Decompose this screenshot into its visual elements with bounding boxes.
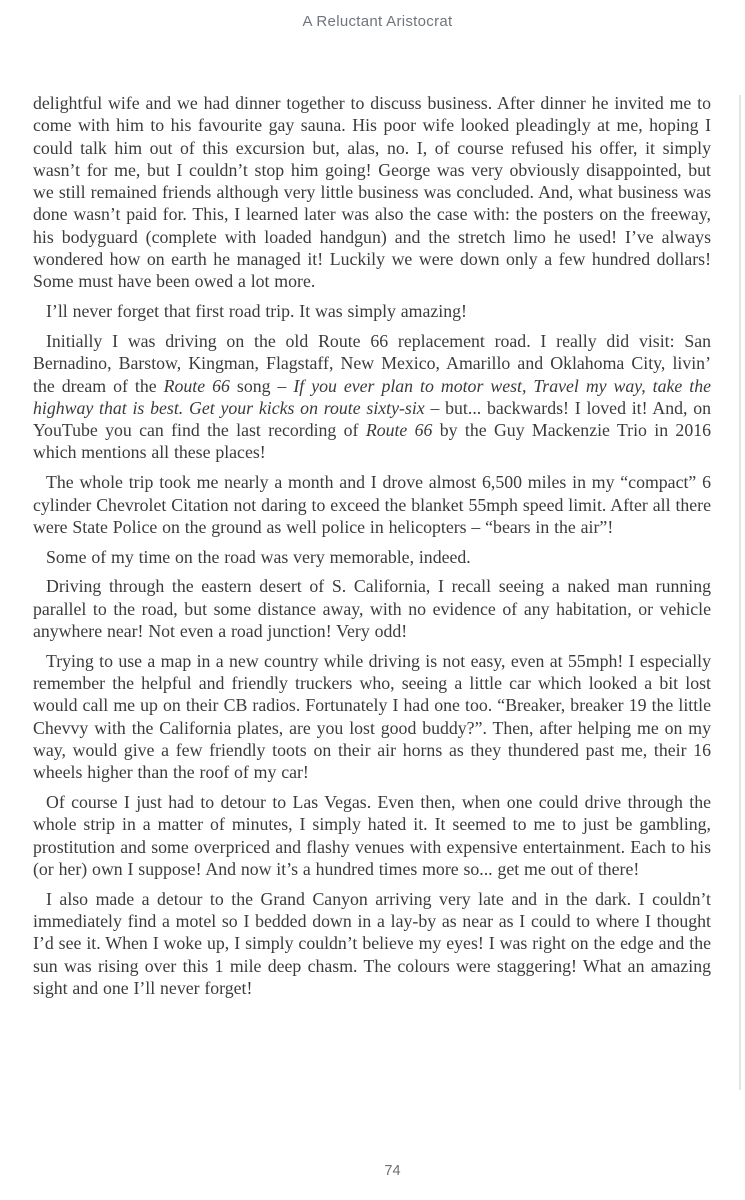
paragraph <box>33 791 711 880</box>
text-run: – but... backwards! I loved it! And, on YouTube you can find the last recording of <box>33 397 711 441</box>
text-run: I also made a detour to the Grand Canyon arriving very late and in the dark. I couldn’t immediately find a motel so I bedded down in a lay-by as near as I could to where I thought I’d see it. When I woke up, I simply couldn’t believe my eyes! I was right on the edge and the sun was rising over this 1 mile deep chasm. The colours were staggering! What an amazing sight and one I’ll never forget! <box>33 888 711 998</box>
text-run: delightful wife and we had dinner together to discuss business. After dinner he invited me to come with him to his favourite gay sauna. His poor wife looked pleadingly at me, hoping I could talk him out of this excursion but, alas, no. I, of course refused his offer, it simply wasn’t for me, but I couldn’t stop him going! George was very obviously disappointed, but we still remained friends although very little business was concluded. And, what business was done wasn’t paid for. This, I learned later was also the case with: the posters on the freeway, his bodyguard (complete with loaded handgun) and the stretch limo he used! I’ve always wondered how on earth he managed it! Luckily we were down only a few hundred dollars! Some must have been owed a lot more. <box>33 93 711 292</box>
italic-text-run: If you ever plan to motor west, Travel my way, take the highway that is best. Get your kicks on route sixty-six <box>33 375 711 418</box>
paragraph <box>33 546 711 568</box>
text-run: song – <box>229 375 294 396</box>
paragraph <box>33 471 711 538</box>
text-run: Driving through the eastern desert of S. California, I recall seeing a naked man running parallel to the road, but some distance away, with no evidence of any habitation, or vehicle anywhere near! Not even a road junction! Very odd! <box>33 576 711 642</box>
text-run: I’ll never forget that first road trip. It was simply amazing! <box>46 301 467 322</box>
text-run: The whole trip took me nearly a month and I drove almost 6,500 miles in my “compact” 6 cylinder Chevrolet Citation not daring to exceed the blanket 55mph speed limit. After all there were State Police on the ground as well police in helicopters – “bears in the air”! <box>33 472 711 537</box>
paragraph <box>33 575 711 642</box>
chapter-title: A Reluctant Aristocrat <box>302 13 453 30</box>
italic-text-run: Route 66 <box>365 420 433 441</box>
paragraph <box>33 92 711 293</box>
text-run: Of course I just had to detour to Las Vegas. Even then, when one could drive through the whole strip in a matter of minutes, I simply hated it. It seemed to me to just be gambling, prostitution and some overpriced and flashy venues with expensive entertainment. Each to his (or her) own I suppose! And now it’s a hundred times more so... get me out of there! <box>33 792 711 879</box>
running-header <box>0 13 745 30</box>
paragraph <box>33 650 711 784</box>
paragraph <box>33 330 711 464</box>
paragraph <box>33 300 711 322</box>
text-run: Trying to use a map in a new country while driving is not easy, even at 55mph! I especially remember the helpful and friendly truckers who, seeing a little car which looked a bit lost would call me up on their CB radios. Fortunately I had one too. “Breaker, breaker 19 the little Chevvy with the California plates, are you lost good buddy?”. Then, after helping me on my way, would give a few friendly toots on their air horns as they thundered past me, their 16 wheels higher than the roof of my car! <box>33 650 711 783</box>
paragraph <box>33 888 711 999</box>
text-run: by the Guy Mackenzie Trio in 2016 which mentions all these places! <box>33 420 711 463</box>
page-body <box>33 92 711 999</box>
page-edge-line <box>739 95 741 1090</box>
page-number: 74 <box>384 1163 401 1179</box>
text-run: Initially I was driving on the old Route 66 replacement road. I really did visit: San Bernadino, Barstow, Kingman, Flagstaff, New Mexico, Amarillo and Oklahoma City, livin’ the dream of the <box>33 330 711 396</box>
page-footer <box>0 1163 745 1179</box>
italic-text-run: Route 66 <box>163 375 230 396</box>
text-run: Some of my time on the road was very memorable, indeed. <box>46 546 471 567</box>
